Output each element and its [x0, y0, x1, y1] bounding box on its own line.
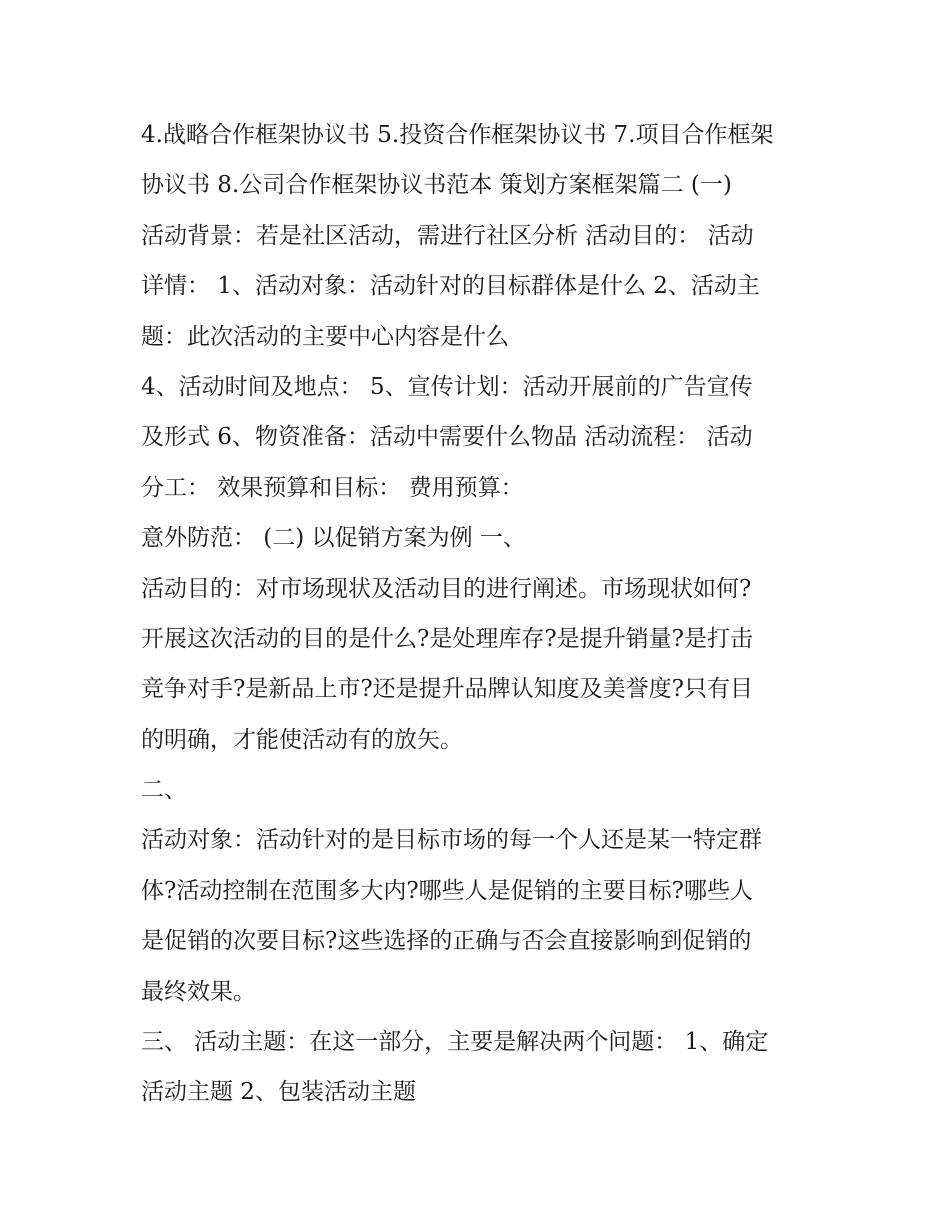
- document-body: [141, 110, 821, 1118]
- text-line-19: 三、 活动主题：在这一部分，主要是解决两个问题： 1、确定: [141, 1029, 769, 1056]
- text-line-5: 题：此次活动的主要中心内容是什么: [141, 323, 509, 350]
- text-line-20: 活动主题 2、包装活动主题: [141, 1079, 416, 1106]
- text-line-11: 开展这次活动的目的是什么?是处理库存?是提升销量?是打击: [141, 625, 753, 652]
- text-line-14: 二、: [141, 777, 187, 804]
- text-line-12: 竞争对手?是新品上市?还是提升品牌认知度及美誉度?只有目: [141, 676, 753, 703]
- text-line-4: 详情： 1、活动对象：活动针对的目标群体是什么 2、活动主: [141, 273, 760, 300]
- text-line-8: 分工： 效果预算和目标： 费用预算：: [141, 474, 524, 501]
- text-line-15: 活动对象：活动针对的是目标市场的每一个人还是某一特定群: [141, 827, 762, 854]
- text-line-16: 体?活动控制在范围多大内?哪些人是促销的主要目标?哪些人: [141, 877, 753, 904]
- text-line-9: 意外防范： (二) 以促销方案为例 一、: [141, 525, 526, 552]
- text-line-2: 协议书 8.公司合作框架协议书范本 策划方案框架篇二 (一): [141, 172, 732, 199]
- text-line-10: 活动目的：对市场现状及活动目的进行阐述。市场现状如何?: [141, 575, 752, 602]
- text-line-3: 活动背景：若是社区活动，需进行社区分析 活动目的： 活动: [141, 222, 754, 249]
- text-line-18: 最终效果。: [141, 978, 256, 1005]
- text-line-1: 4.战略合作框架协议书 5.投资合作框架协议书 7.项目合作框架: [141, 122, 774, 148]
- text-line-17: 是促销的次要目标?这些选择的正确与否会直接影响到促销的: [141, 928, 752, 955]
- text-line-7: 及形式 6、物资准备：活动中需要什么物品 活动流程： 活动: [141, 424, 753, 451]
- text-line-13: 的明确，才能使活动有的放矢。: [141, 726, 463, 753]
- text-line-6: 4、活动时间及地点： 5、宣传计划：活动开展前的广告宣传: [141, 373, 753, 400]
